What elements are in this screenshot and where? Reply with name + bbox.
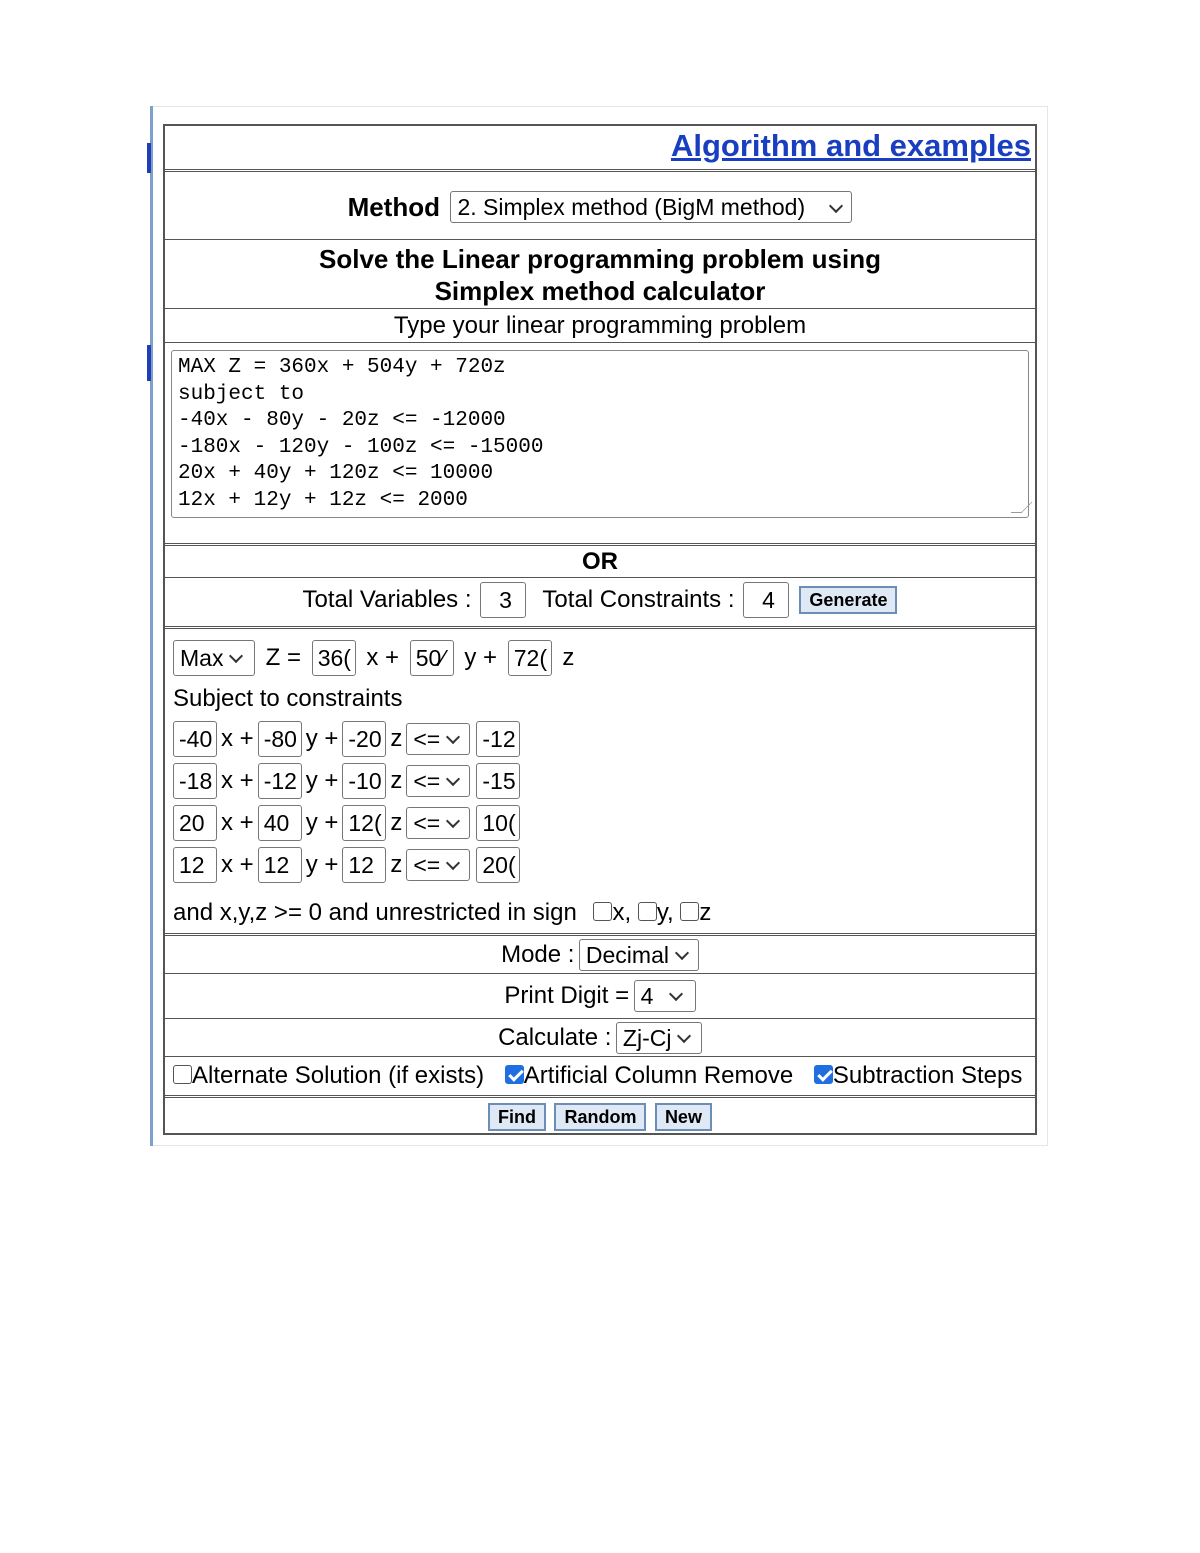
print-digit-label: Print Digit = [504,982,630,1009]
constraint-coef[interactable]: -12 [258,763,302,799]
chevron-down-icon [446,772,460,786]
total-constraints-input[interactable]: 4 [743,582,789,618]
sign-text: and x,y,z >= 0 and unrestricted in sign [173,899,577,926]
constraint-coef[interactable]: 12 [258,847,302,883]
chevron-down-icon [446,814,460,828]
constraint-sign-select[interactable] [406,849,470,881]
print-digit-row [165,975,1035,1019]
print-digit-select[interactable] [634,980,696,1012]
constraint-coef[interactable]: 40 [258,805,302,841]
constraint-row [173,805,520,841]
mode-label: Mode : [501,941,575,968]
total-variables-input[interactable]: 3 [480,582,526,618]
title-line-2: Simplex method calculator [434,276,766,306]
constraint-sign-select[interactable] [406,723,470,755]
var-label: z [562,644,575,671]
unrestricted-x-checkbox[interactable] [593,902,612,921]
chevron-down-icon [829,199,843,213]
subtraction-steps-checkbox[interactable] [814,1065,833,1084]
constraint-row [173,721,520,757]
var-label: x + [221,725,254,752]
constraint-coef[interactable]: -40 [173,721,217,757]
objective-coef-y[interactable]: 50⁄ [410,640,454,676]
sign-row [173,896,711,930]
algorithm-link[interactable]: Algorithm and examples [670,128,1031,163]
constraint-rhs[interactable]: -15 [476,763,520,799]
unrestricted-z-label: z [699,899,712,926]
chevron-down-icon [677,1029,691,1043]
calculate-select[interactable] [616,1022,702,1054]
options-row [165,1058,1035,1098]
var-label: y + [305,809,339,836]
constraint-coef[interactable]: -18 [173,763,217,799]
calculate-label: Calculate : [498,1024,612,1051]
objective-type-select[interactable] [173,640,255,676]
chevron-down-icon [229,649,243,663]
method-label: Method [347,191,440,222]
var-label: x + [221,809,254,836]
calculate-select-value: Zj-Cj [622,1025,672,1051]
artificial-column-label: Artificial Column Remove [523,1062,794,1089]
constraint-coef[interactable]: 12 [342,847,386,883]
method-row [165,173,1035,240]
print-digit-value: 4 [640,983,654,1009]
or-label: OR [582,548,618,575]
objective-coef-x[interactable]: 36( [312,640,356,676]
var-label: z [390,725,403,752]
totals-row [165,579,1035,629]
constraint-row [173,847,520,883]
unrestricted-y-checkbox[interactable] [638,902,657,921]
random-button[interactable]: Random [554,1103,646,1131]
constraints-label: Subject to constraints [173,685,403,712]
constraint-rhs[interactable]: 20( [476,847,520,883]
constraint-coef[interactable]: -20 [342,721,386,757]
constraint-coef[interactable]: 20 [173,805,217,841]
mode-select[interactable] [579,939,699,971]
chevron-down-icon [446,856,460,870]
var-label: y + [305,851,339,878]
calculate-row [165,1020,1035,1057]
constraint-rhs[interactable]: -12 [476,721,520,757]
constraint-coef[interactable]: 12( [342,805,386,841]
title-row [165,241,1035,309]
var-label: y + [305,725,339,752]
or-row [165,547,1035,578]
var-label: z [390,809,403,836]
chevron-down-icon [669,987,683,1001]
subtraction-steps-label: Subtraction Steps [832,1062,1023,1089]
generate-button[interactable]: Generate [799,586,897,614]
constraint-coef[interactable]: 12 [173,847,217,883]
new-button[interactable]: New [655,1103,712,1131]
constraint-rhs[interactable]: 10( [476,805,520,841]
calculator-panel [163,124,1037,1135]
left-marker [147,143,151,173]
header-row [165,126,1035,172]
chevron-down-icon [446,730,460,744]
unrestricted-y-label: y, [656,899,674,926]
find-button[interactable]: Find [488,1103,546,1131]
lp-form [165,630,1035,936]
title-line-1: Solve the Linear programming problem using [319,244,881,274]
constraint-coef[interactable]: -80 [258,721,302,757]
var-label: x + [221,767,254,794]
constraint-sign-value: <= [413,810,441,836]
objective-type-value: Max [180,645,224,671]
artificial-column-checkbox[interactable] [505,1065,524,1084]
alternate-solution-checkbox[interactable] [173,1065,192,1084]
unrestricted-z-checkbox[interactable] [680,902,699,921]
var-label: x + [221,851,254,878]
var-label: x + [366,644,400,671]
constraint-row [173,763,520,799]
var-label: y + [464,644,498,671]
constraint-sign-value: <= [413,852,441,878]
constraint-coef[interactable]: -10 [342,763,386,799]
actions-row [165,1099,1035,1133]
unrestricted-x-label: x, [612,899,632,926]
method-select-value: 2. Simplex method (BigM method) [457,194,806,220]
constraint-sign-value: <= [413,726,441,752]
page-title [165,241,1035,307]
var-label: z [390,851,403,878]
problem-textarea[interactable]: MAX Z = 360x + 504y + 720z subject to -40x - 80y - 20z <= -12000 -180x - 120y - 100z <= -15000 20x + 40y + 120z <= 10000 12x + 12y + 12z <= 2000 [171,350,1029,518]
chevron-down-icon [675,946,689,960]
problem-prompt: Type your linear programming problem [393,312,807,339]
constraint-sign-select[interactable] [406,765,470,797]
mode-select-value: Decimal [585,942,669,968]
var-label: z [390,767,403,794]
left-marker [147,345,151,381]
objective-row [173,640,578,676]
prompt-row [165,310,1035,343]
mode-row [165,937,1035,974]
total-variables-label: Total Variables : [302,586,472,613]
z-label: Z = [265,644,302,671]
objective-coef-z[interactable]: 72( [508,640,552,676]
method-select[interactable] [450,191,852,223]
constraint-sign-value: <= [413,768,441,794]
constraint-sign-select[interactable] [406,807,470,839]
total-constraints-label: Total Constraints : [542,586,735,613]
problem-input-row [165,344,1035,546]
alternate-solution-label: Alternate Solution (if exists) [192,1062,485,1089]
var-label: y + [305,767,339,794]
left-border [150,106,153,1146]
